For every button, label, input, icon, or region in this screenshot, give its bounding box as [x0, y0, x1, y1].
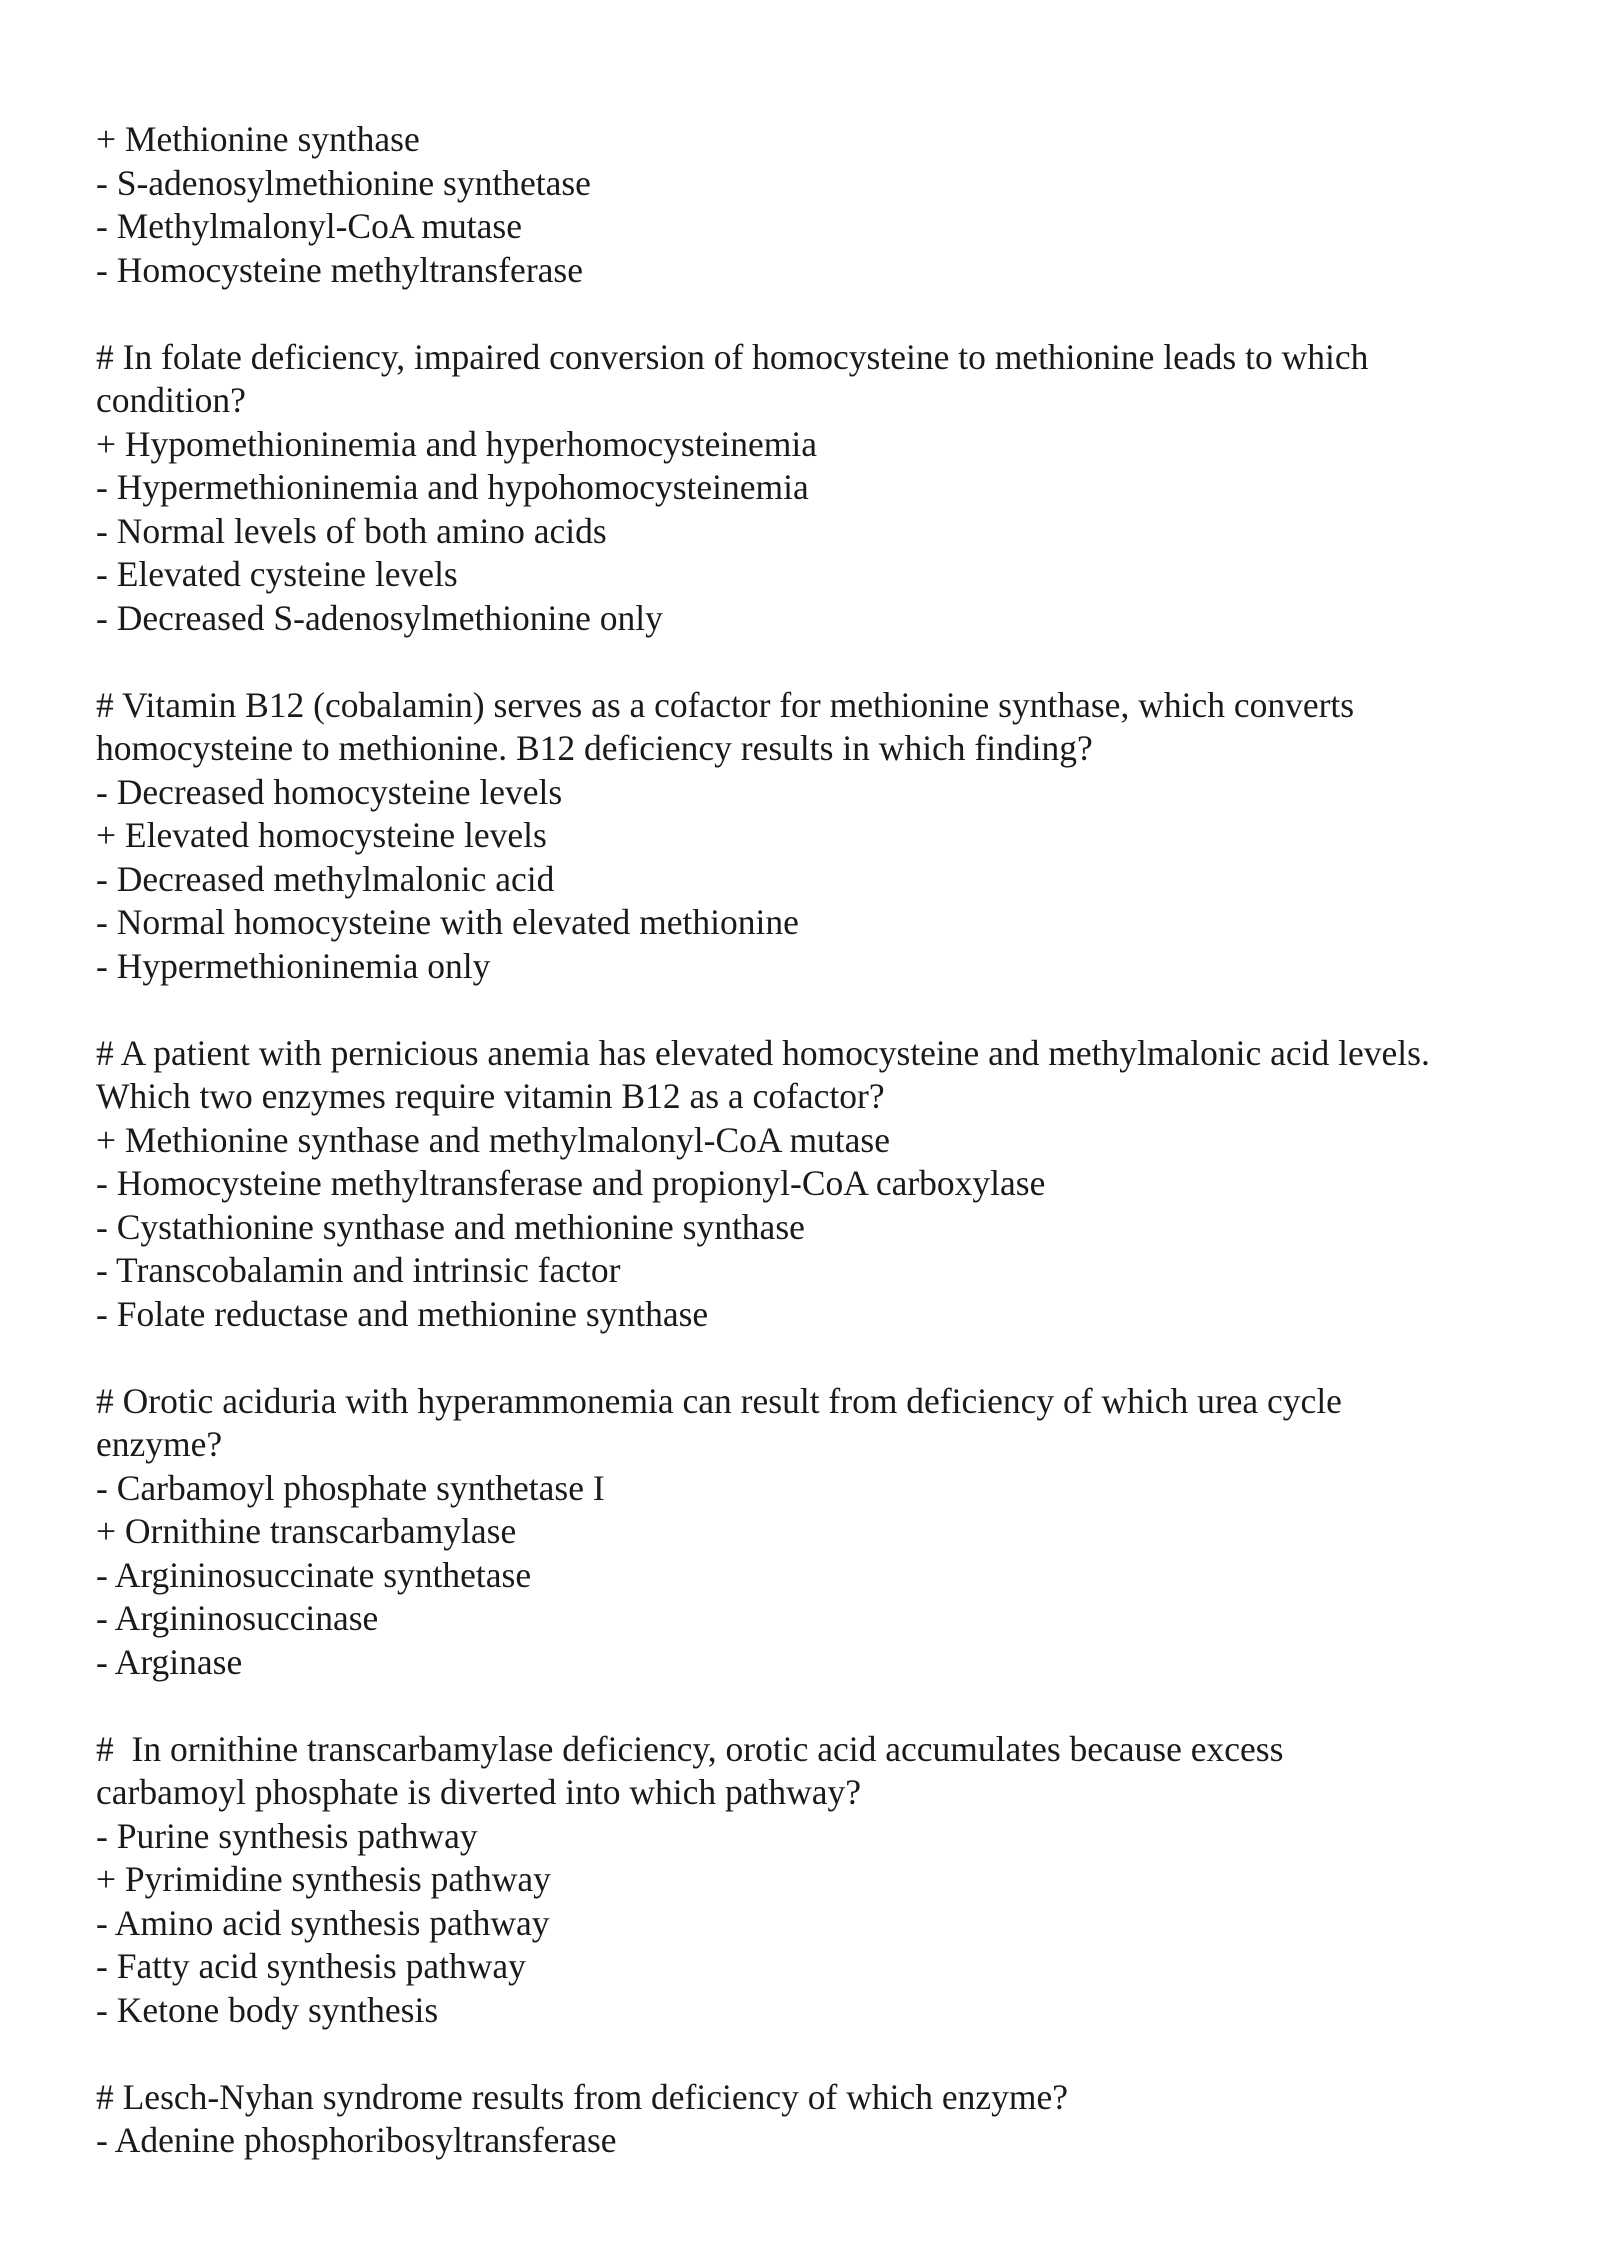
answer-option: - S-adenosylmethionine synthetase: [96, 162, 591, 203]
block-spacer: [96, 640, 1536, 684]
answer-option: - Carbamoyl phosphate synthetase I: [96, 1467, 605, 1508]
answer-option: - Elevated cysteine levels: [96, 554, 458, 594]
answer-option: - Argininosuccinate synthetase: [96, 1554, 532, 1595]
question-text: # Lesch-Nyhan syndrome results from deficiency of which enzyme?: [96, 2076, 1068, 2117]
answer-option: - Methylmalonyl-CoA mutase: [96, 206, 522, 246]
answer-option-correct: + Ornithine transcarbamylase: [96, 1511, 517, 1551]
answer-option-correct: + Methionine synthase and methylmalonyl-CoA mutase: [96, 1119, 891, 1160]
answer-option: - Normal homocysteine with elevated methionine: [96, 902, 799, 942]
answer-option: - Cystathionine synthase and methionine synthase: [96, 1206, 805, 1247]
answer-option-correct: + Methionine synthase: [96, 119, 420, 159]
question-block: [96, 118, 1536, 292]
answer-option: - Decreased S-adenosylmethionine only: [96, 597, 663, 638]
block-spacer: [96, 292, 1536, 336]
question-text: homocysteine to methionine. B12 deficiency results in which finding?: [96, 728, 1093, 768]
answer-option-correct: + Pyrimidine synthesis pathway: [96, 1859, 551, 1899]
question-text: carbamoyl phosphate is diverted into which pathway?: [96, 1772, 862, 1812]
question-text: # Orotic aciduria with hyperammonemia can result from deficiency of which urea cycle: [96, 1380, 1342, 1421]
answer-option: - Purine synthesis pathway: [96, 1815, 478, 1856]
answer-option: - Normal levels of both amino acids: [96, 510, 607, 551]
answer-option: - Hypermethioninemia and hypohomocysteinemia: [96, 467, 809, 507]
question-block: [96, 1728, 1536, 2033]
question-block: [96, 336, 1536, 641]
question-text: # A patient with pernicious anemia has elevated homocysteine and methylmalonic acid levels.: [96, 1032, 1430, 1073]
question-block: [96, 1380, 1536, 1685]
question-text: # In folate deficiency, impaired conversion of homocysteine to methionine leads to which: [96, 336, 1369, 377]
question-block: [96, 1032, 1536, 1337]
answer-option-correct: + Hypomethioninemia and hyperhomocysteinemia: [96, 423, 817, 464]
answer-option: - Hypermethioninemia only: [96, 945, 491, 986]
answer-option: - Argininosuccinase: [96, 1598, 379, 1638]
answer-option: - Adenine phosphoribosyltransferase: [96, 2120, 617, 2160]
block-spacer: [96, 2032, 1536, 2076]
answer-option: - Transcobalamin and intrinsic factor: [96, 1250, 621, 1290]
answer-option-correct: + Elevated homocysteine levels: [96, 815, 547, 855]
block-spacer: [96, 1684, 1536, 1728]
answer-option: - Arginase: [96, 1641, 243, 1682]
question-text: Which two enzymes require vitamin B12 as a cofactor?: [96, 1076, 885, 1116]
block-spacer: [96, 988, 1536, 1032]
answer-option: - Homocysteine methyltransferase: [96, 249, 583, 290]
answer-option: - Folate reductase and methionine synthase: [96, 1293, 709, 1334]
answer-option: - Homocysteine methyltransferase and propionyl-CoA carboxylase: [96, 1163, 1046, 1203]
answer-option: - Amino acid synthesis pathway: [96, 1902, 550, 1943]
answer-option: - Decreased homocysteine levels: [96, 771, 563, 812]
question-text: enzyme?: [96, 1424, 223, 1464]
question-text: condition?: [96, 380, 246, 420]
question-text: # Vitamin B12 (cobalamin) serves as a cofactor for methionine synthase, which converts: [96, 684, 1355, 725]
question-block: [96, 2076, 1536, 2163]
answer-option: - Decreased methylmalonic acid: [96, 858, 555, 899]
block-spacer: [96, 1336, 1536, 1380]
document-page: [96, 118, 1536, 2163]
question-block: [96, 684, 1536, 989]
answer-option: - Fatty acid synthesis pathway: [96, 1946, 526, 1986]
answer-option: - Ketone body synthesis: [96, 1989, 439, 2030]
question-text: # In ornithine transcarbamylase deficiency, orotic acid accumulates because excess: [96, 1728, 1284, 1769]
